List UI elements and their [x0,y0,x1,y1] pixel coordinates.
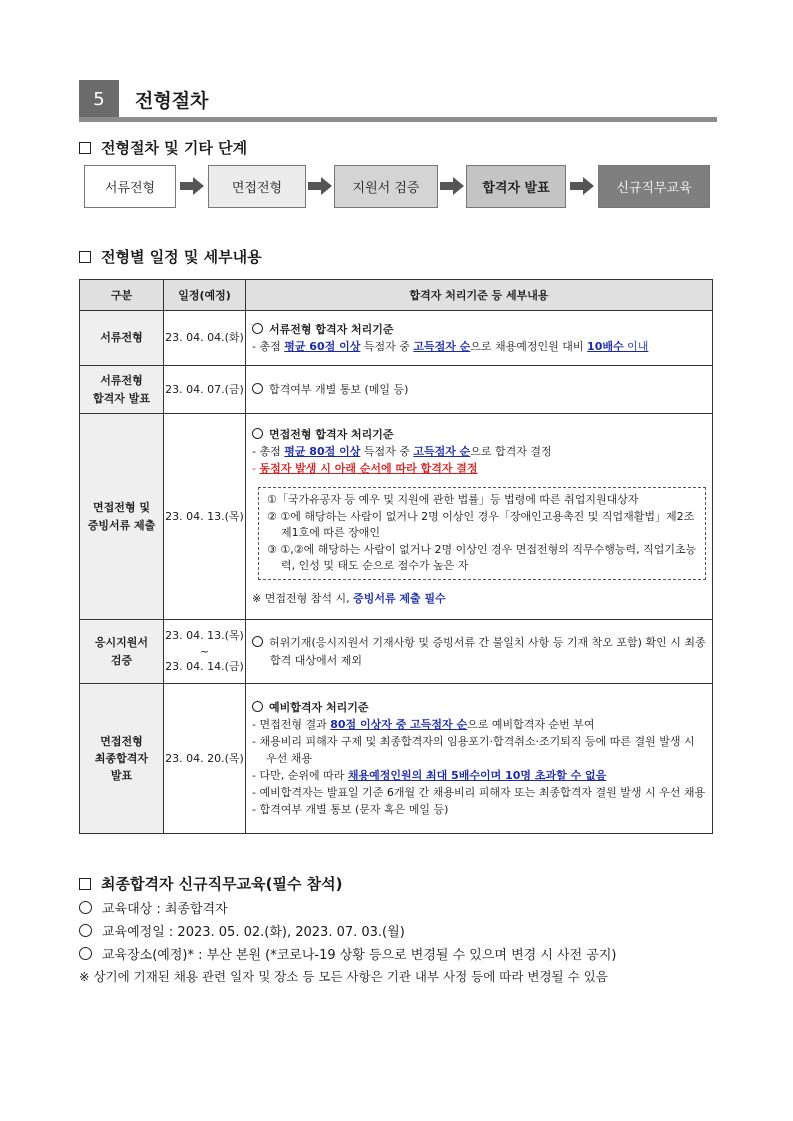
row-category [80,684,164,834]
text: 면접전형 및 [93,501,150,515]
flow-step-label: 신규직무교육 [616,181,692,196]
header-date: 일정(예정) [164,280,246,311]
arrow-right-icon [570,177,594,195]
subheading-schedule [79,246,262,267]
training-location: 교육장소(예정)* : 부산 본원 (*코로나-19 상황 등으로 변경될 수 있으며 변경 시 사전 공지) [102,948,617,963]
text: 으로 예비합격자 순번 부여 [467,717,595,731]
square-bullet-icon [79,251,91,263]
note-text: ※ 면접전형 참석 시, [252,591,354,605]
text: 득점자 중 [360,340,414,353]
text: 증빙서류 제출 [87,518,156,532]
training-dates: 교육예정일 : 2023. 05. 02.(화), 2023. 07. 03.(월) [102,925,405,940]
subheading-process [79,137,247,158]
circle-bullet-icon [79,901,92,914]
criteria-title: 서류전형 합격자 처리기준 [269,322,394,336]
row-category: 서류전형 [80,311,164,366]
row-details [246,684,713,834]
highlight-text: 고득점자 순 [413,340,471,353]
text: 허위기재(응시지원서 기재사항 및 증빙서류 간 불일치 사항 등 기재 착오 포함) 확인 시 최종합격 대상에서 제외 [269,636,706,667]
section-header [79,80,717,122]
training-item [79,944,616,963]
row-date: 23. 04. 07.(금) [164,366,246,414]
flow-step-training [598,165,710,208]
table-header-row [80,280,713,311]
row-details [246,311,713,366]
text: - 예비합격자는 발표일 기준 6개월 간 채용비리 피해자 또는 최종합격자 결원 발생 시 우선 채용 [252,786,706,800]
circle-bullet-icon [79,947,92,960]
text: - 합격여부 개별 통보 (문자 혹은 메일 등) [252,803,449,817]
text: 합격자 발표 [93,391,150,405]
highlight-text: 고득점자 순 [413,445,471,459]
text: 으로 합격자 결정 [470,445,552,459]
highlight-text: 평균 60점 이상 [284,340,361,353]
highlight-text: 증빙서류 제출 필수 [353,591,446,605]
subheading-training [79,873,343,894]
text: 23. 04. 14.(금) [165,660,244,674]
subheading-schedule-text: 전형별 일정 및 세부내용 [101,248,262,266]
circle-bullet-icon [252,636,263,647]
row-details [246,414,713,620]
table-row [80,684,713,834]
text: - 면접전형 결과 [252,717,331,731]
text: ~ [199,644,210,658]
subheading-process-text: 전형절차 및 기타 단계 [101,139,248,157]
highlight-text: 평균 80점 이상 [284,445,361,459]
criteria-title: 면접전형 합격자 처리기준 [269,428,394,442]
row-details [246,620,713,684]
flow-step-label: 지원서 검증 [352,181,420,196]
table-row [80,620,713,684]
section-divider [79,117,717,122]
circle-bullet-icon [252,701,263,712]
circle-bullet-icon [252,428,263,439]
circle-bullet-icon [252,323,263,334]
row-date [164,620,246,684]
header-details: 합격자 처리기준 등 세부내용 [246,280,713,311]
tiebreak-box [258,487,706,580]
criteria-title: 예비합격자 처리기준 [269,700,369,714]
highlight-text: 10배수 [587,340,624,353]
training-item [79,921,405,940]
schedule-table [79,279,713,834]
highlight-text: 채용예정인원의 최대 5배수이며 10명 초과할 수 없음 [347,769,607,783]
square-bullet-icon [79,142,91,154]
header-category: 구분 [80,280,164,311]
warning-text: 동점자 발생 시 아래 순서에 따라 합격자 결정 [259,462,478,476]
text: - 다만, 순위에 따라 [252,769,348,783]
text: 서류전형 [100,374,143,388]
tiebreak-rule: ② ①에 해당하는 사람이 없거나 2명 이상인 경우「장애인고용촉진 및 직업재활법」제2조제1호에 따른 장애인 [267,509,695,540]
text: 합격여부 개별 통보 (메일 등) [269,382,409,396]
flow-step-label: 면접전형 [231,181,283,196]
text: - 총점 [252,340,285,353]
tiebreak-rule: ③ ①,②에 해당하는 사람이 없거나 2명 이상인 경우 면접전형의 직무수행능력, 직업기초능력, 인성 및 태도 순으로 점수가 높은 자 [267,542,697,573]
text: - 총점 [252,445,285,459]
arrow-right-icon [440,177,464,195]
flow-step-document [84,165,176,208]
row-details [246,366,713,414]
table-row [80,311,713,366]
section-number: 5 [79,80,119,118]
section-title: 전형절차 [135,90,209,112]
training-target: 교육대상 : 최종합격자 [102,902,228,917]
row-date: 23. 04. 20.(목) [164,684,246,834]
row-category [80,366,164,414]
text: 응시지원서 [94,636,149,650]
process-flow [84,165,710,209]
row-category [80,620,164,684]
text: 검증 [110,653,133,667]
text: 으로 채용예정인원 대비 [470,340,588,353]
square-bullet-icon [79,878,91,890]
training-item [79,898,228,917]
highlight-text: 이내 [623,340,649,353]
flow-step-interview [208,165,306,208]
flow-step-announcement [466,165,566,208]
text: 발표 [110,769,133,783]
text: 최종합격자 [94,751,149,765]
highlight-text: 80점 이상자 중 고득점자 순 [330,717,468,731]
circle-bullet-icon [79,924,92,937]
text: 23. 04. 13.(목) [165,628,244,642]
flow-step-verification [334,165,438,208]
tiebreak-rule: ①「국가유공자 등 예우 및 지원에 관한 법률」등 법령에 따른 취업지원대상자 [267,493,639,507]
text: 득점자 중 [360,445,414,459]
row-date: 23. 04. 13.(목) [164,414,246,620]
training-note [79,967,608,985]
flow-step-label: 합격자 발표 [482,181,550,196]
table-row [80,414,713,620]
row-date: 23. 04. 04.(화) [164,311,246,366]
disclaimer-text: ※ 상기에 기재된 채용 관련 일자 및 장소 등 모든 사항은 기관 내부 사정 등에 따라 변경될 수 있음 [79,969,608,984]
table-row [80,366,713,414]
subheading-training-text: 최종합격자 신규직무교육(필수 참석) [101,875,343,893]
arrow-right-icon [308,177,332,195]
text: 면접전형 [100,734,143,748]
row-category [80,414,164,620]
arrow-right-icon [180,177,204,195]
text: - [252,462,260,476]
flow-step-label: 서류전형 [104,181,156,196]
circle-bullet-icon [252,383,263,394]
text: - 채용비리 피해자 구제 및 최종합격자의 임용포기·합격취소·조기퇴직 등에 따른 결원 발생 시 우선 채용 [252,734,695,765]
